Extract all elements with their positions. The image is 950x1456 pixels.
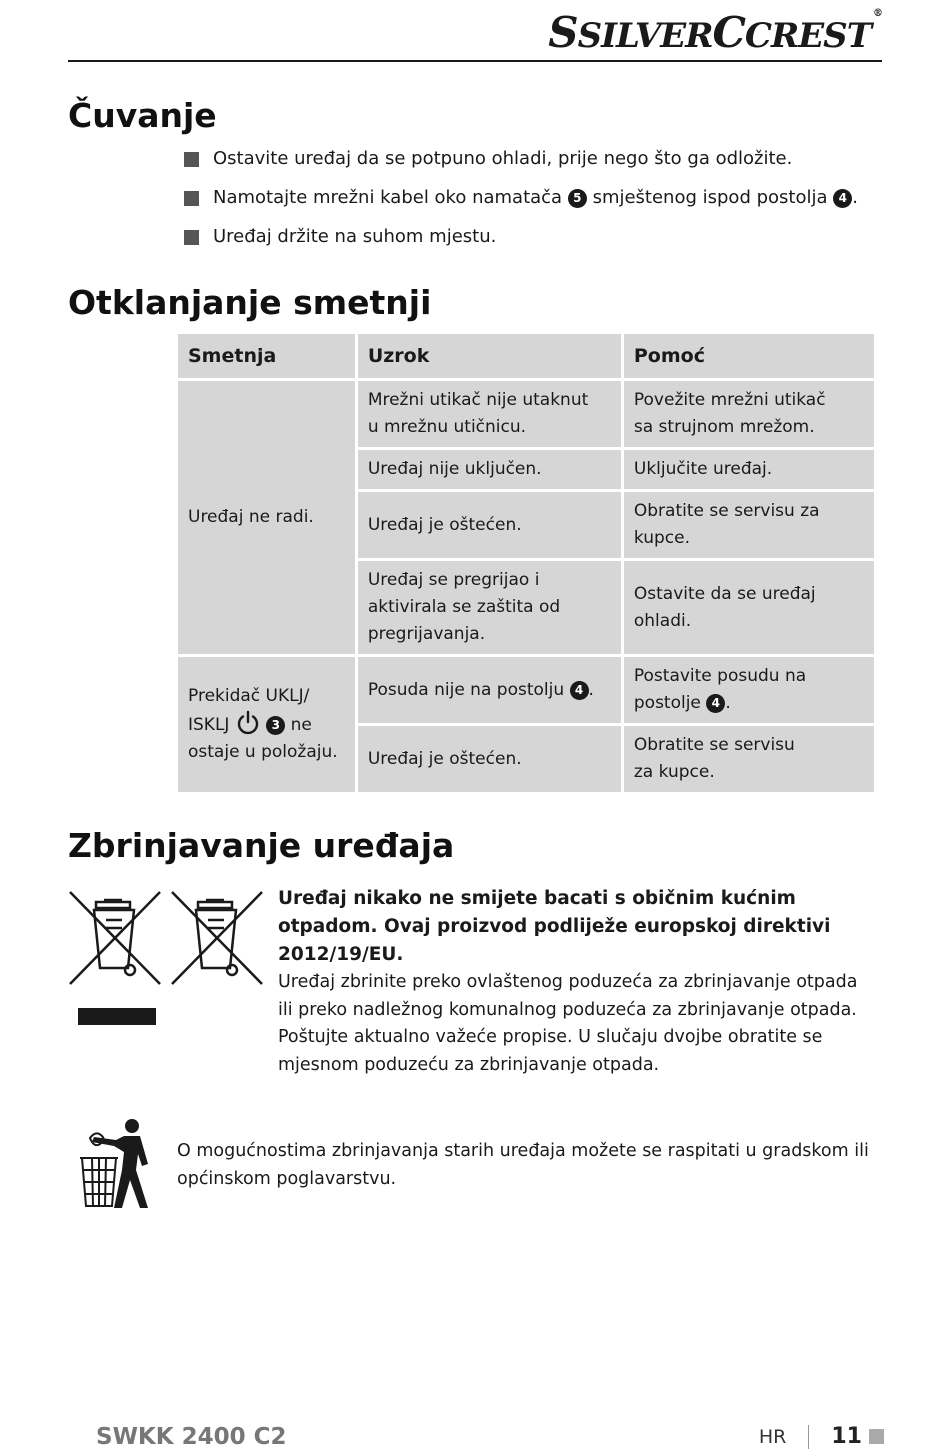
footer-language-code: HR [758,1425,787,1448]
cell-line: ne [290,715,312,735]
cause-cell [358,381,621,447]
remedy-cell [624,492,874,558]
storage-item [184,224,858,250]
disposal-info [177,1138,877,1193]
footer-model-number: SWKK 2400 C2 [96,1424,287,1450]
header-rule [68,60,882,62]
cell-line: . [588,679,594,700]
column-header-remedy: Pomoć [624,334,874,378]
brand-logo [548,8,882,57]
storage-item-text: smještenog ispod postolja [592,187,828,208]
cause-cell: Uređaj je oštećen. [358,726,621,792]
cell-line: aktivirala se zaštita od [367,597,561,617]
text-line: 2012/19/EU. [278,944,404,965]
fault-cell [178,657,355,792]
remedy-cell [624,657,874,723]
table-row [178,657,874,723]
cell-line: Mrežni utikač nije utaknut [367,390,589,410]
cell-line: za kupce. [633,762,715,782]
reference-number-badge: 4 [833,189,852,208]
disposal-heading: Zbrinjavanje uređaja [68,826,455,865]
disposal-warning [278,885,878,969]
cause-cell: Uređaj nije uključen. [358,450,621,489]
crossed-out-wheelie-bin-icon [68,888,268,1028]
brand-initial-c: C [712,8,745,57]
storage-item-text: Uređaj držite na suhom mjestu. [213,226,497,247]
text-line: općinskom poglavarstvu. [177,1168,397,1189]
cell-line: Posuda nije na postolju [367,679,565,700]
registered-mark: ® [873,8,882,19]
footer-square-icon [869,1429,884,1444]
text-line: otpadom. Ovaj proizvod podliježe europskoj direktivi [278,916,831,937]
brand-name-part1: SILVER [577,16,713,56]
column-header-cause: Uzrok [358,334,621,378]
person-throwing-trash-icon [78,1118,154,1210]
footer-pagination [759,1424,884,1449]
text-line: Poštujte aktualno važeće propise. U slučaju dvojbe obratite se [278,1027,823,1047]
cell-line: ISKLJ [188,715,230,735]
footer-page-number: 11 [831,1424,862,1449]
table-row [178,381,874,447]
reference-number-badge: 5 [568,189,587,208]
remedy-cell: Uključite uređaj. [624,450,874,489]
reference-number-badge: 4 [570,681,589,700]
troubleshooting-heading: Otklanjanje smetnji [68,283,432,322]
cell-line: Povežite mrežni utikač [633,390,826,410]
cause-cell [358,657,621,723]
cell-line: Prekidač UKLJ/ [188,686,310,706]
cell-line: Uređaj se pregrijao i [367,570,540,590]
cause-cell: Uređaj je oštećen. [358,492,621,558]
text-line: mjesnom poduzeću za zbrinjavanje otpada. [278,1054,660,1075]
remedy-cell [624,561,874,654]
column-header-fault: Smetnja [178,334,355,378]
text-line: Uređaj nikako ne smijete bacati s običnim kućnim [278,888,796,909]
cell-line: u mrežnu utičnicu. [367,417,527,437]
reference-number-badge: 3 [266,716,285,735]
cell-line: postolje [633,693,701,713]
cell-line: pregrijavanja. [367,624,486,644]
storage-item-text: Namotajte mrežni kabel oko namatača [213,187,563,208]
cell-line: Obratite se servisu [633,735,795,755]
cell-line: ostaje u položaju. [188,742,338,762]
storage-item-text: . [852,187,858,208]
cell-line: Ostavite da se uređaj [633,583,816,604]
storage-heading: Čuvanje [68,96,217,135]
cell-line: . [725,693,731,713]
storage-item [184,146,858,172]
bullet-square-icon [184,230,199,245]
reference-number-badge: 4 [706,694,725,713]
cell-line: Postavite posudu na [633,666,807,686]
bullet-square-icon [184,191,199,206]
brand-name-part2: CREST [744,16,871,56]
footer-divider [808,1425,809,1449]
cell-line: ohladi. [633,610,692,631]
bullet-square-icon [184,152,199,167]
troubleshooting-table [175,331,877,795]
storage-item [184,185,858,211]
cell-line: sa strujnom mrežom. [633,417,815,437]
disposal-instructions [278,969,888,1079]
text-line: Uređaj zbrinite preko ovlaštenog poduzeća za zbrinjavanje otpada [278,972,858,992]
storage-list [184,146,858,263]
remedy-cell [624,726,874,792]
remedy-cell [624,381,874,447]
text-line: ili preko nadležnog komunalnog poduzeća za zbrinjavanje otpada. [278,999,857,1020]
storage-item-text: Ostavite uređaj da se potpuno ohladi, prije nego što ga odložite. [213,148,793,169]
power-icon [235,710,261,736]
fault-cell: Uređaj ne radi. [178,381,355,654]
brand-initial-s: S [548,8,578,57]
text-line: O mogućnostima zbrinjavanja starih uređaja možete se raspitati u gradskom ili [177,1141,869,1161]
table-header-row [178,334,874,378]
cell-line: kupce. [633,528,690,548]
cell-line: Obratite se servisu za [633,501,820,521]
cause-cell [358,561,621,654]
